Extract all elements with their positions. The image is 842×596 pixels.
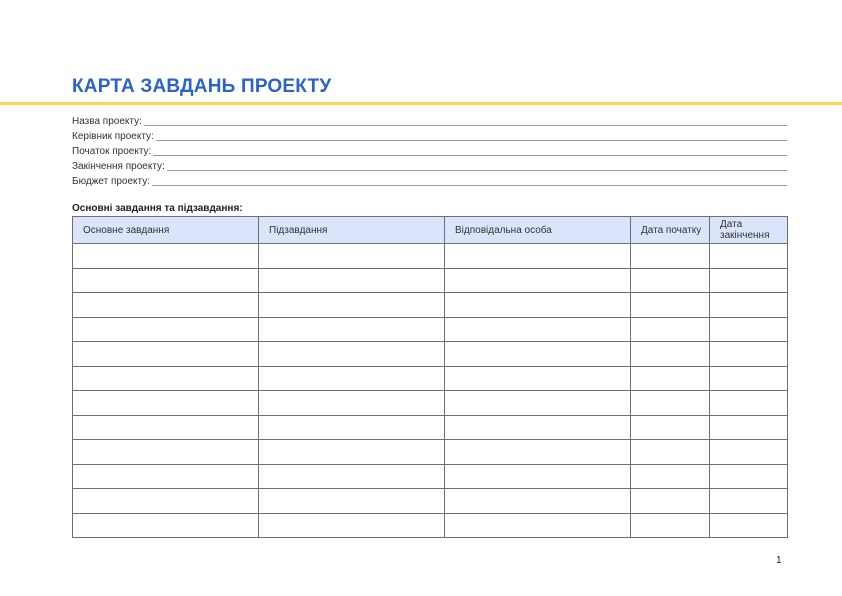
cell-subtask[interactable] [259,268,445,293]
cell-subtask[interactable] [259,366,445,391]
cell-responsible[interactable] [445,513,631,538]
cell-start-date[interactable] [631,366,710,391]
project-start-input[interactable] [153,145,787,156]
cell-end-date[interactable] [710,464,788,489]
page-number: 1 [776,555,782,566]
project-end-input[interactable] [167,160,787,171]
cell-subtask[interactable] [259,464,445,489]
cell-start-date[interactable] [631,317,710,342]
cell-start-date[interactable] [631,391,710,416]
cell-end-date[interactable] [710,391,788,416]
cell-start-date[interactable] [631,440,710,465]
cell-main-task[interactable] [73,268,259,293]
cell-start-date[interactable] [631,489,710,514]
cell-responsible[interactable] [445,317,631,342]
cell-subtask[interactable] [259,415,445,440]
cell-end-date[interactable] [710,342,788,367]
cell-main-task[interactable] [73,366,259,391]
table-row [73,513,788,538]
field-project-name [72,113,787,128]
cell-main-task[interactable] [73,244,259,269]
column-header-start-date: Дата початку [631,217,710,244]
column-header-subtask: Підзавдання [259,217,445,244]
cell-start-date[interactable] [631,464,710,489]
project-budget-input[interactable] [152,175,787,186]
cell-main-task[interactable] [73,391,259,416]
field-label: Назва проекту: [72,116,142,127]
page-title: КАРТА ЗАВДАНЬ ПРОЕКТУ [72,76,332,97]
table-row [73,293,788,318]
cell-responsible[interactable] [445,489,631,514]
cell-main-task[interactable] [73,513,259,538]
cell-responsible[interactable] [445,391,631,416]
cell-start-date[interactable] [631,268,710,293]
column-header-end-date: Дата закінчення [710,217,788,244]
table-row [73,489,788,514]
project-name-input[interactable] [144,115,787,126]
cell-subtask[interactable] [259,342,445,367]
tasks-table [72,216,788,538]
field-project-end [72,158,787,173]
cell-subtask[interactable] [259,513,445,538]
column-header-main-task: Основне завдання [73,217,259,244]
table-row [73,440,788,465]
cell-main-task[interactable] [73,293,259,318]
cell-main-task[interactable] [73,489,259,514]
field-project-budget [72,173,787,188]
cell-responsible[interactable] [445,440,631,465]
cell-subtask[interactable] [259,391,445,416]
cell-responsible[interactable] [445,244,631,269]
cell-subtask[interactable] [259,244,445,269]
cell-responsible[interactable] [445,268,631,293]
table-row [73,415,788,440]
table-row [73,342,788,367]
cell-main-task[interactable] [73,317,259,342]
cell-end-date[interactable] [710,293,788,318]
cell-end-date[interactable] [710,513,788,538]
cell-start-date[interactable] [631,513,710,538]
table-row [73,464,788,489]
table-row [73,244,788,269]
table-header-row [73,217,788,244]
cell-main-task[interactable] [73,415,259,440]
cell-end-date[interactable] [710,366,788,391]
field-project-start [72,143,787,158]
table-row [73,366,788,391]
cell-start-date[interactable] [631,293,710,318]
column-header-responsible: Відповідальна особа [445,217,631,244]
cell-subtask[interactable] [259,440,445,465]
cell-end-date[interactable] [710,317,788,342]
project-info-fields [72,113,787,188]
cell-end-date[interactable] [710,415,788,440]
cell-start-date[interactable] [631,342,710,367]
cell-subtask[interactable] [259,293,445,318]
cell-responsible[interactable] [445,342,631,367]
cell-start-date[interactable] [631,244,710,269]
field-label: Керівник проекту: [72,131,154,142]
section-heading: Основні завдання та підзавдання: [72,203,243,214]
cell-main-task[interactable] [73,342,259,367]
field-label: Закінчення проекту: [72,161,165,172]
cell-subtask[interactable] [259,489,445,514]
field-label: Початок проекту: [72,146,152,157]
cell-responsible[interactable] [445,293,631,318]
table-row [73,317,788,342]
field-label: Бюджет проекту: [72,176,151,187]
cell-subtask[interactable] [259,317,445,342]
cell-responsible[interactable] [445,464,631,489]
cell-end-date[interactable] [710,268,788,293]
cell-start-date[interactable] [631,415,710,440]
table-row [73,268,788,293]
table-row [73,391,788,416]
cell-main-task[interactable] [73,440,259,465]
cell-end-date[interactable] [710,440,788,465]
cell-end-date[interactable] [710,489,788,514]
cell-end-date[interactable] [710,244,788,269]
field-project-manager [72,128,787,143]
cell-main-task[interactable] [73,464,259,489]
cell-responsible[interactable] [445,415,631,440]
project-manager-input[interactable] [156,130,787,141]
cell-responsible[interactable] [445,366,631,391]
title-divider [0,102,842,105]
